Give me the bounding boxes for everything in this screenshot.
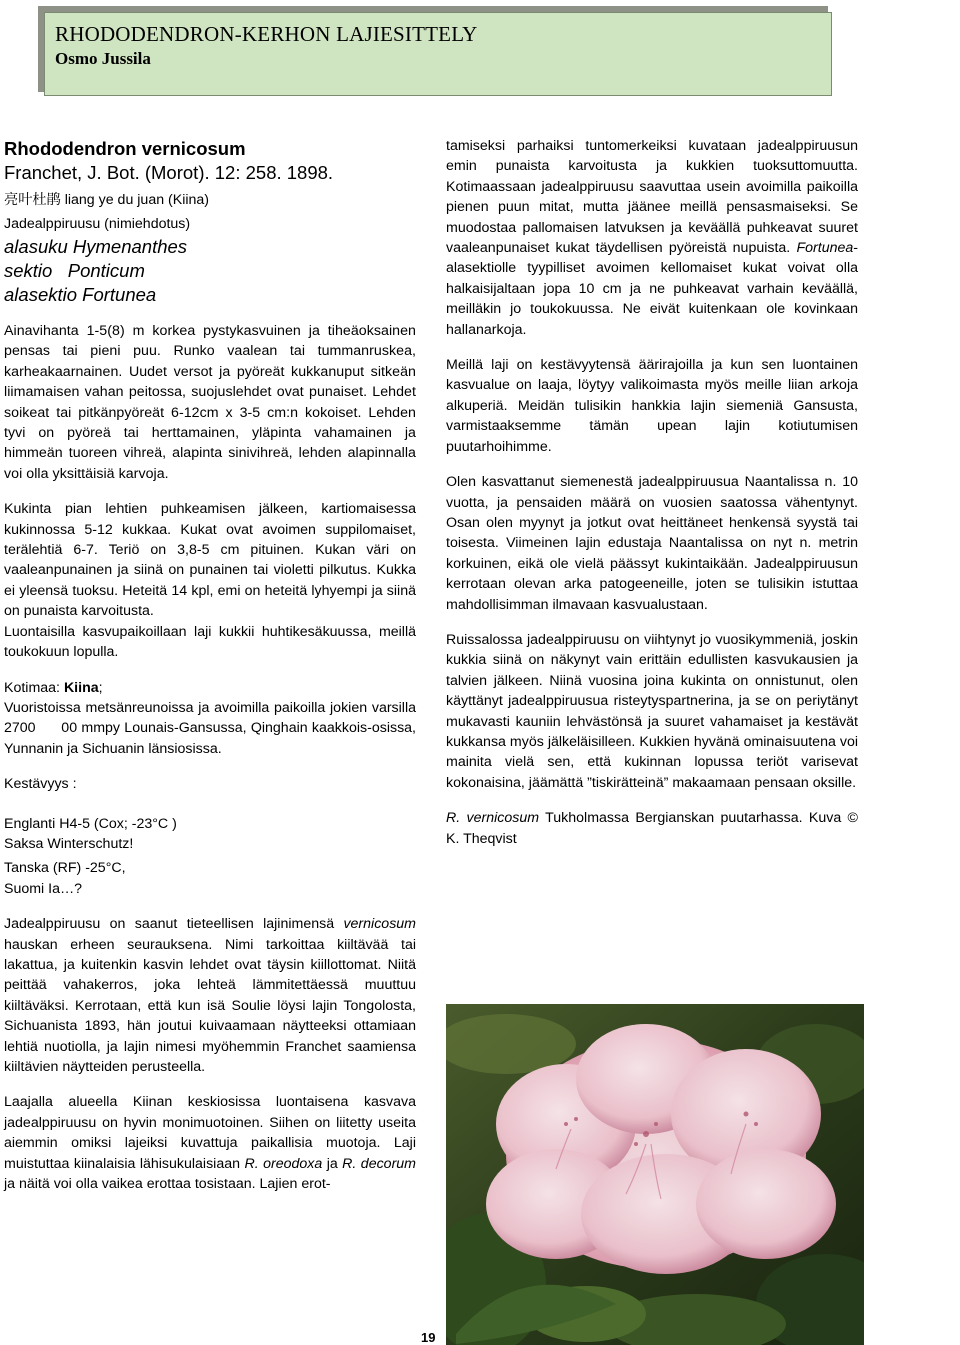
distribution-text-2: ja <box>322 1155 343 1172</box>
hardiness-label: Kestävyys : <box>4 776 77 793</box>
right-column <box>446 136 858 849</box>
hardiness-item: Suomi Ia…? <box>4 880 83 897</box>
flowering-paragraph: Kukinta pian lehtien puhkeamisen jälkeen, kartiomaisessa kukinnossa 5-12 kukkaa. Kukat ovat avoimen suppilomaiset, terälehtiä 6-7. Teriö on 3,8-5 cm pituinen. Kukan väri on vaaleanpunainen ja siinä on punainen tai violetti pilkutus. Kukka ei yleensä tuoksu. Heteitä 14 kpl, emi on heteitä lyhyempi ja siinä on punaista karvoitusta. <box>4 501 416 620</box>
cultivation-paragraph: Olen kasvattanut siemenestä jadealppiruusua Naantalissa n. 10 vuotta, ja pensaiden määrä on vuosien saatossa vähentynyt. Osan olen myynyt ja jotkut ovat heittäneet henkensä syystä tai toisesta. Viimeinen lajin edustaja Naantalissa on nyt n. metrin korkuinen, eikä ole vielä päässyt kukintaikään. Jadealppiruusun kerrotaan olevan arka patogeeneille, joten se tulisikin istuttaa mahdollisimman ilmavaan kasvualustaan. <box>446 474 858 613</box>
chinese-characters: 亮叶杜鹃 <box>4 192 61 208</box>
name-origin-text-2: hauskan erheen seurauksena. Nimi tarkoittaa kiiltävää tai lakattua, ja kuitenkin kasvin lehdet ovat täysin kiillottomat. Niitä peittää vahakerros, joka lehteä lämmitettäessä muuttuu kiiltäväksi. Kerrotaan, että kun isä Soulie löysi lajin Tongolosta, Sichuanista 1893, hän joutui kuivaamaan näytteeksi ottamiaan lehtiä nuotiolla, ja lajin nimesi myöhemmin Franchet saamiensa kiiltävien näytteiden perusteella. <box>4 936 416 1075</box>
distribution-italic-2: R. decorum <box>342 1155 416 1172</box>
page-header <box>44 12 832 96</box>
rhododendron-photo <box>446 1004 864 1345</box>
identification-italic: Fortunea <box>796 240 854 257</box>
page-number: 19 <box>421 1330 436 1345</box>
distribution-paragraph <box>4 1092 416 1194</box>
header-author: Osmo Jussila <box>55 49 151 68</box>
species-author: Franchet, J. Bot. (Morot). 12: 258. 1898. <box>4 162 334 183</box>
description-paragraph: Ainavihanta 1-5(8) m korkea pystykasvuinen ja tiheäoksainen pensas tai pieni puu. Runko vaalean tai tummanruskea, karheakaarnainen. Uudet versot ja pyöreät kukkanuput sitkeän liimamaisen vahan peitossa, suojuslehdet ovat punaiset. Lehdet soikeat tai pitkänpyöreät 6-12cm x 3-5 cm:n kokoiset. Lehden tyvi on pyöreä tai herttamainen, yläpinta vahamainen ja himmeän tuoreen vihreä, alapinta sinivihreä, lehden alapinnalla voi olla yksittäisiä karvoja. <box>4 323 416 482</box>
name-origin-paragraph <box>4 914 416 1077</box>
flower-image <box>446 1004 864 1345</box>
caption-italic: R. vernicosum <box>446 810 540 827</box>
name-origin-text-1: Jadealppiruusu on saanut tieteellisen lajinimensä <box>4 916 344 933</box>
ruissalo-paragraph: Ruissalossa jadealppiruusu on viihtynyt jo vuosikymmeniä, joskin kukkia siinä on näkynyt vain erittäin edullisten kasvukausien ja talvien jälkeen. Niinä vuosina joina kukinta on onnistunut, olen käyttänyt jadealppiruusua risteytyspartnerina, ja se on periytänyt mukavasti kauniin lehvästönsä ja suuret vahamaiset ja kestävät kukkansa myös jälkeläisilleen. Kukkien hyvänä ominaisuutena voi mainita vielä sen, että kukinnan lopussa teriöt varisevat kokonaisina, jäämättä ”tiskirätteinä” makaamaan pensaan oksille. <box>446 631 858 791</box>
subsection: alasektio Fortunea <box>4 284 157 305</box>
habitat-paragraph: Vuoristoissa metsänreunoissa ja avoimilla paikoilla jokien varsilla 2700 00 mmpy Lounais-Gansussa, Qinghain kaakkois-osissa, Yunnanin ja Sichuanin länsiosissa. <box>4 699 420 757</box>
header-title: RHODODENDRON-KERHON LAJIESITTELY <box>55 22 478 46</box>
section: sektio Ponticum <box>4 260 145 281</box>
distribution-italic-1: R. oreodoxa <box>244 1155 323 1172</box>
photo-caption <box>446 808 858 849</box>
hardiness-item: Tanska (RF) -25°C, <box>4 860 126 877</box>
homeland-line <box>4 678 416 698</box>
name-origin-italic: vernicosum <box>343 916 416 933</box>
hardiness-item: Saksa Winterschutz! <box>4 835 134 852</box>
caption-text: Tukholmassa Bergianskan puutarhassa. Kuva © K. Theqvist <box>446 810 858 847</box>
identification-text-1: tamiseksi parhaiksi tuntomerkeiksi kuvataan jadealppiruusun emin punaista karvoitusta ja kukkien tuoksuttomuutta. Kotimaassaan jadealppiruusu saavuttaa usein avoimilla paikoilla pienen puun mitat, mutta jäänee meillä pensasmaiseksi. Se muodostaa pallomaisen latvuksen ja keväällä puhkeavat suuret vaaleanpunaiset kukat täydellisen pyöreistä nupuista. <box>446 138 858 257</box>
species-title: Rhododendron vernicosum <box>4 138 246 159</box>
left-column <box>4 137 420 1194</box>
distribution-text-3: ja näitä voi olla vaikea erottaa tosistaan. Lajien erot- <box>4 1176 331 1193</box>
chinese-romanized: liang ye du juan (Kiina) <box>60 192 210 208</box>
homeland-suffix: ; <box>98 679 103 696</box>
hardiness-paragraph: Meillä laji on kestävyytensä äärirajoilla ja kun sen luontainen kasvualue on laaja, löytyy valikoimasta myös meille liian arkoja alkuperiä. Meidän tulisikin hankkia lajin siemeniä Gansusta, varmistaaksemme tämän upean lajin kotiutumisen puutarhoihimme. <box>446 357 858 455</box>
hardiness-item: Englanti H4-5 (Cox; -23°C ) <box>4 815 177 832</box>
flowering-nature-paragraph: Luontaisilla kasvupaikoillaan laji kukkii huhtikesäkuussa, meillä toukokuun lopulla. <box>4 623 416 661</box>
homeland-label: Kotimaa: <box>4 679 64 696</box>
common-name: Jadealppiruusu (nimiehdotus) <box>4 216 191 232</box>
distribution-text-1: Laajalla alueella Kiinan keskiosissa luontaisena kasvava jadealppiruusu on hyvin monimuotoinen. Siihen on liitetty useita aiemmin omiksi lajeiksi kuvattuja paikallisia muotoja. Laji muistuttaa kiinalaisia lähisukulaisiaan <box>4 1094 416 1172</box>
identification-paragraph <box>446 136 858 340</box>
subgenus: alasuku Hymenanthes <box>4 236 188 257</box>
chinese-name <box>4 189 416 211</box>
identification-text-2: -alasektiolle tyypilliset avoimen kellomaiset kukat voivat olla halkaisijaltaan jopa 10 cm ja ne puhkeavat varhain keväällä, meilläkin jo toukokuussa. Ne eivät kuitenkaan ole kovinkaan hallanarkoja. <box>446 240 858 338</box>
homeland-value: Kiina <box>63 679 99 696</box>
